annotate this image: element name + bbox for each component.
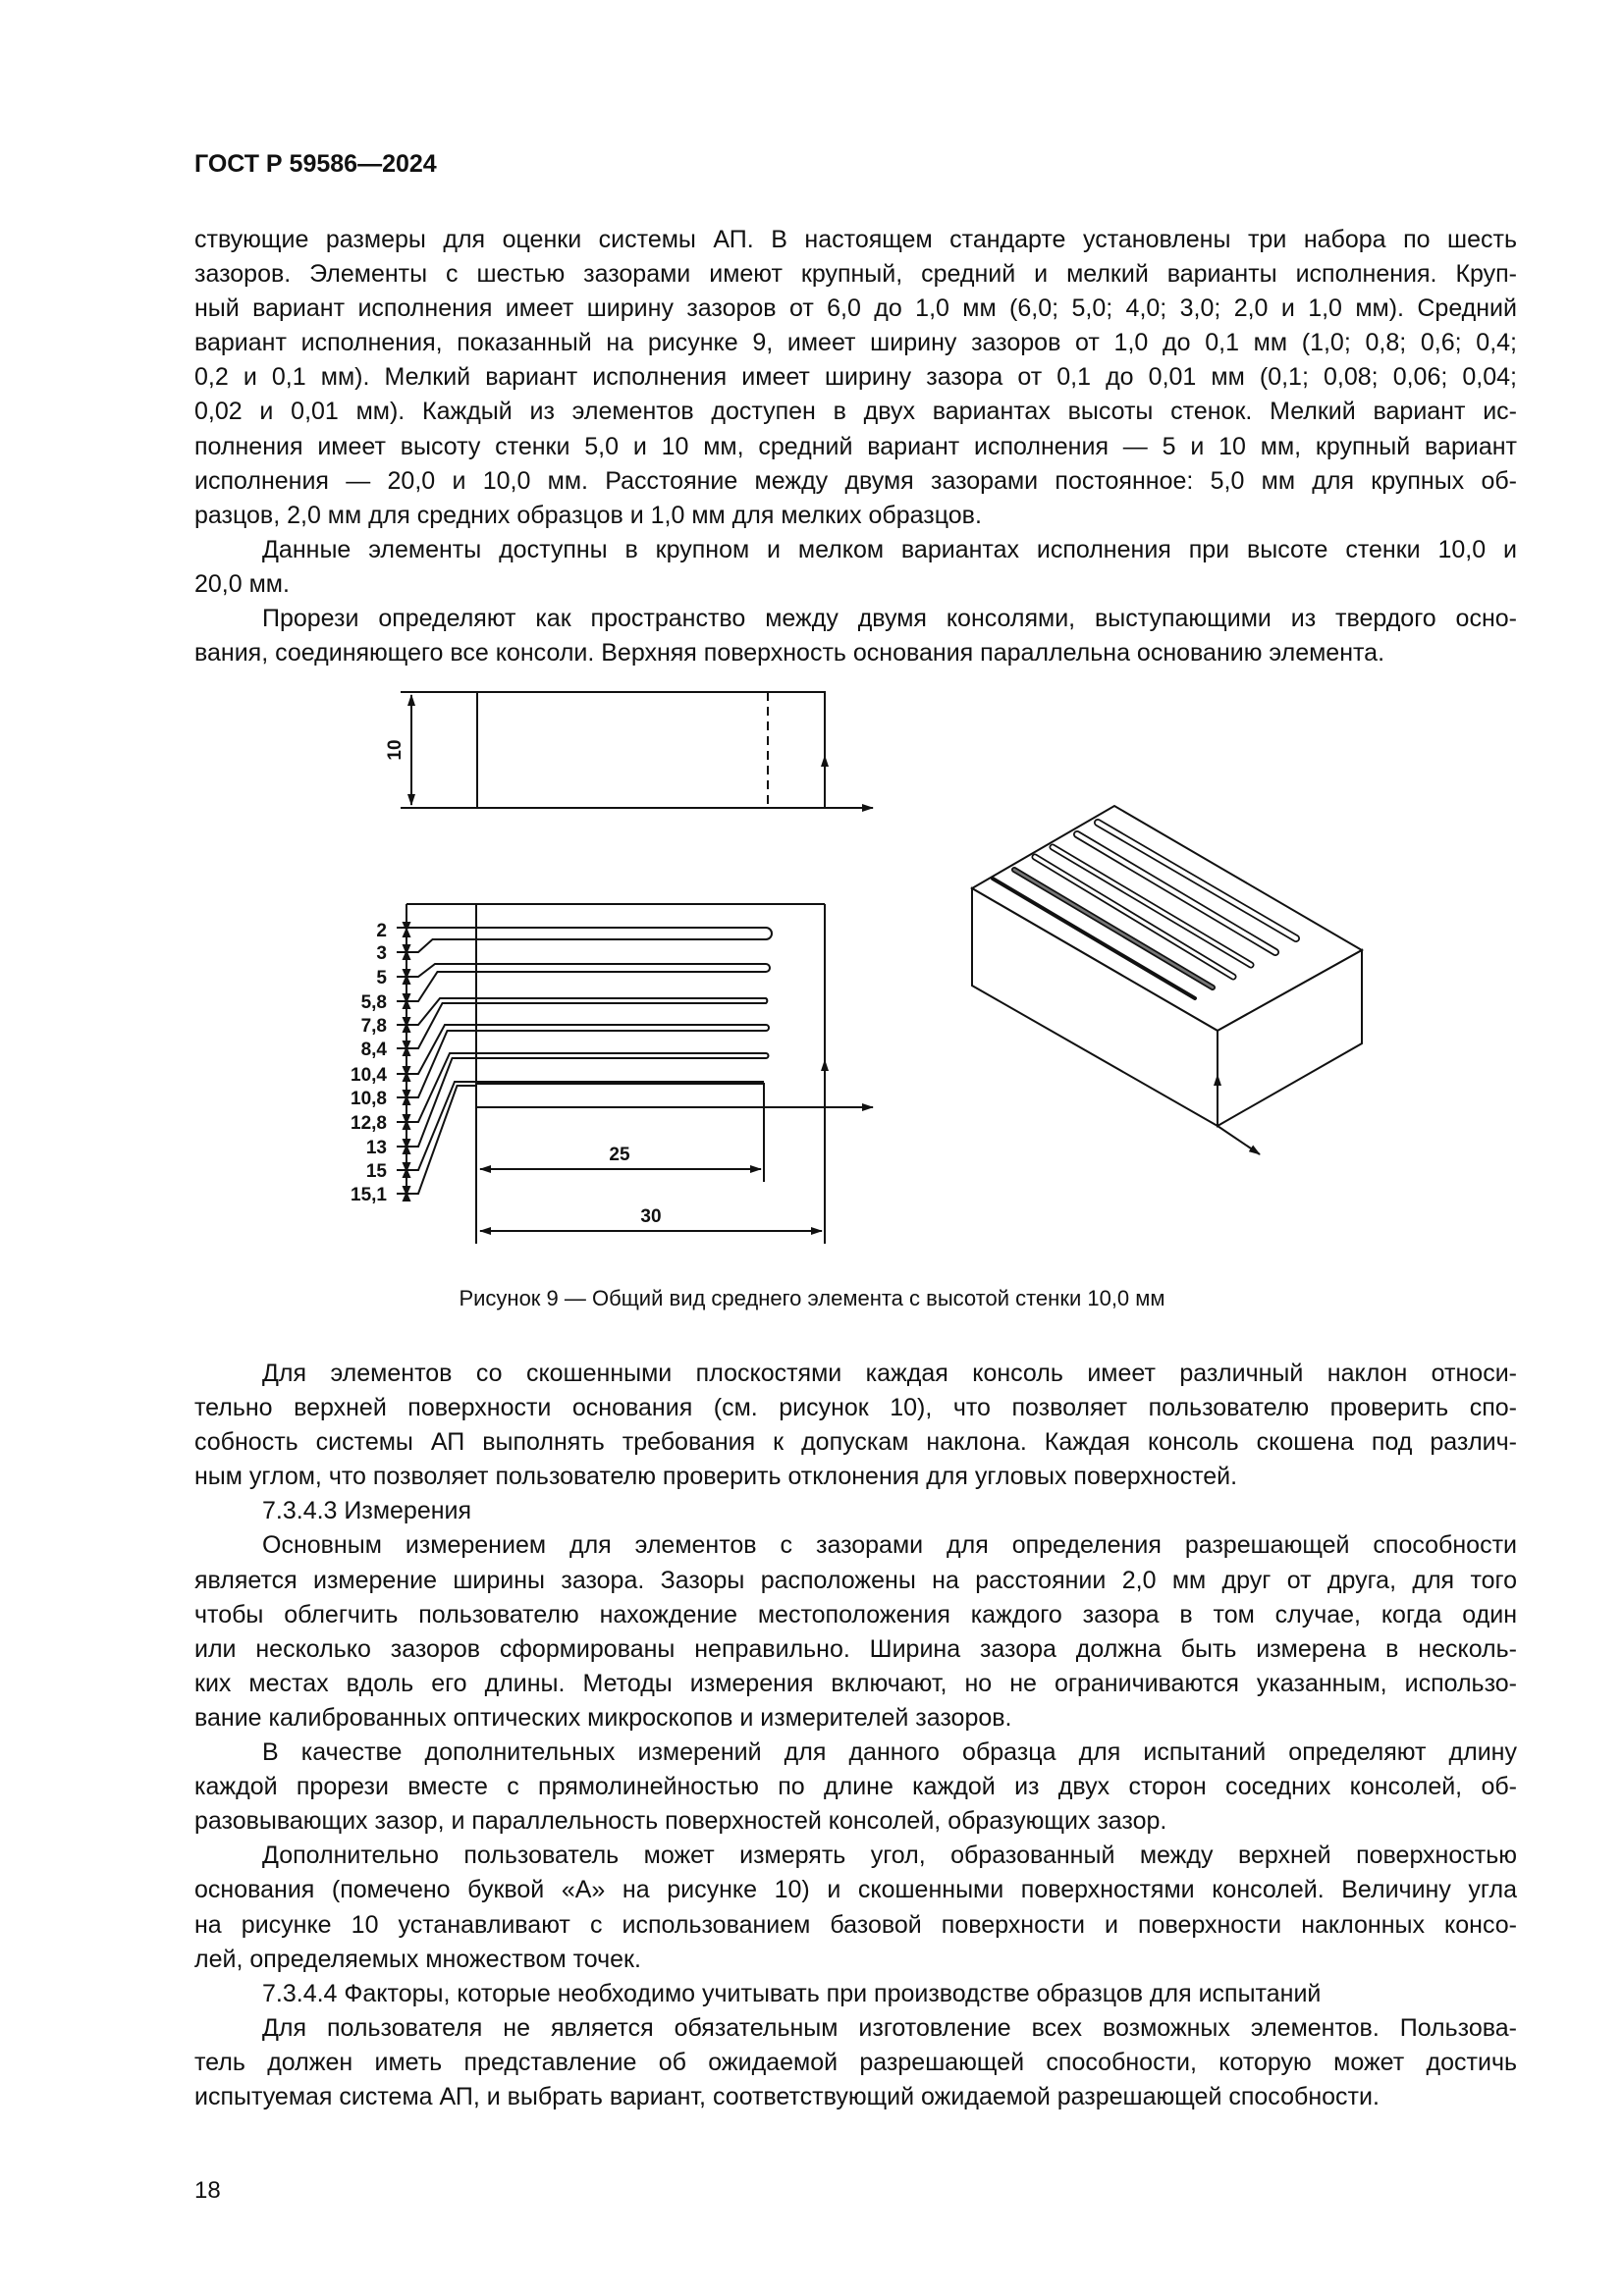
- paragraph-line: Основным измерением для элементов с зазорами для определения разрешающей способности: [262, 1531, 1517, 1560]
- paragraph-line: основания (помечено буквой «А» на рисунке 10) и скошенными поверхностями консолей. Величину угла: [194, 1876, 1517, 1904]
- gap-position-label: 3: [376, 943, 387, 964]
- text-block-bottom: [194, 1357, 1517, 2114]
- paragraph-line: испытуемая система АП, и выбрать вариант, соответствующий ожидаемой разрешающей способности.: [194, 2082, 1380, 2110]
- paragraph-line: Дополнительно пользователь может измерять угол, образованный между верхней поверхностью: [262, 1842, 1517, 1870]
- paragraph-line: чтобы облегчить пользователю нахождение местоположения каждого зазора в том случае, когда один: [194, 1600, 1517, 1629]
- document-id-header: ГОСТ Р 59586—2024: [194, 150, 437, 178]
- paragraph-line: ным углом, что позволяет пользователю проверить отклонения для угловых поверхностей.: [194, 1463, 1238, 1491]
- paragraph-line: В качестве дополнительных измерений для данного образца для испытаний определяют длину: [262, 1738, 1517, 1767]
- slot-2: [476, 964, 770, 972]
- paragraph-line: на рисунке 10 устанавливают с использованием базовой поверхности и поверхности наклонных консо-: [194, 1910, 1517, 1939]
- paragraph-line: тель должен иметь представление об ожидаемой разрешающей способности, которую может достичь: [194, 2048, 1517, 2076]
- paragraph-line: или несколько зазоров сформированы неправильно. Ширина зазора должна быть измерена в несколь-: [194, 1634, 1517, 1663]
- slot-3: [476, 998, 767, 1003]
- paragraph-line: Прорези определяют как пространство между двумя консолями, выступающими из твердого осно-: [262, 605, 1517, 633]
- paragraph-line: 7.3.4.3 Измерения: [262, 1497, 472, 1525]
- total-length-label: 30: [640, 1206, 662, 1227]
- paragraph-line: тельно верхней поверхности основания (см. рисунок 10), что позволяет пользователю проверить спо-: [194, 1394, 1517, 1422]
- paragraph-line: Данные элементы доступны в крупном и мелком вариантах исполнения при высоте стенки 10,0 и: [262, 535, 1517, 563]
- paragraph-line: ный вариант исполнения имеет ширину зазоров от 6,0 до 1,0 мм (6,0; 5,0; 4,0; 3,0; 2,0 и 1,0 мм). Средний: [194, 294, 1517, 323]
- gap-position-label: 10,8: [351, 1089, 387, 1109]
- paragraph-line: собность системы АП выполнять требования к допускам наклона. Каждая консоль скошена под различ-: [194, 1428, 1517, 1457]
- paragraph-line: Для пользователя не является обязательным изготовление всех возможных элементов. Пользова-: [262, 2013, 1517, 2042]
- slot-1: [476, 928, 772, 939]
- gap-position-label: 7,8: [360, 1016, 387, 1037]
- gap-position-label: 15: [365, 1161, 387, 1182]
- gap-position-label: 5: [376, 968, 387, 988]
- side-view-outline: [477, 692, 825, 808]
- slot-4: [476, 1025, 769, 1031]
- paragraph-line: разовывающих зазор, и параллельность поверхностей консолей, образующих зазор.: [194, 1807, 1167, 1836]
- gap-position-label: 12,8: [351, 1113, 387, 1134]
- paragraph-line: 7.3.4.4 Факторы, которые необходимо учитывать при производстве образцов для испытаний: [262, 1979, 1322, 2007]
- paragraph-line: разцов, 2,0 мм для средних образцов и 1,0 мм для мелких образцов.: [194, 501, 982, 529]
- paragraph-line: Для элементов со скошенными плоскостями каждая консоль имеет различный наклон относи-: [262, 1360, 1517, 1387]
- dimension-arrow-tick: [404, 923, 409, 936]
- gap-position-label: 13: [365, 1138, 387, 1158]
- gap-position-label: 8,4: [360, 1040, 387, 1060]
- paragraph-line: 20,0 мм.: [194, 569, 290, 598]
- paragraph-line: каждой прорези вместе с прямолинейностью по длине каждой из двух сторон соседних консолей, об-: [194, 1773, 1517, 1801]
- paragraph-line: исполнения — 20,0 и 10,0 мм. Расстояние между двумя зазорами постоянное: 5,0 мм для крупных об-: [194, 466, 1517, 495]
- paragraph-line: лей, определяемых множеством точек.: [194, 1945, 641, 1973]
- paragraph-line: 0,2 и 0,1 мм). Мелкий вариант исполнения имеет ширину зазора от 0,1 до 0,01 мм (0,1; 0,08; 0,06; 0,04;: [194, 363, 1517, 392]
- paragraph-line: вариант исполнения, показанный на рисунке 9, имеет ширину зазоров от 1,0 до 0,1 мм (1,0; 0,8; 0,6; 0,4;: [194, 329, 1517, 357]
- gap-position-label: 15,1: [351, 1185, 387, 1205]
- figure-caption: Рисунок 9 — Общий вид среднего элемента с высотой стенки 10,0 мм: [459, 1286, 1165, 1310]
- gap-leader-line: [397, 1053, 476, 1122]
- paragraph-line: ких местах вдоль его длины. Методы измерения включают, но не ограничиваются указанным, использо-: [194, 1669, 1517, 1697]
- slot-length-label: 25: [609, 1145, 630, 1165]
- paragraph-line: является измерение ширины зазора. Зазоры расположены на расстоянии 2,0 мм друг от друга, для того: [194, 1566, 1517, 1594]
- paragraph-line: зазоров. Элементы с шестью зазорами имеют крупный, средний и мелкий варианты исполнения. Круп-: [194, 260, 1517, 289]
- height-dimension-label: 10: [385, 739, 406, 761]
- slot-5: [476, 1053, 769, 1058]
- gap-position-label: 2: [376, 921, 387, 941]
- paragraph-line: полнения имеет высоту стенки 5,0 и 10 мм, средний вариант исполнения — 5 и 10 мм, крупный вариант: [194, 432, 1517, 460]
- page-number: 18: [194, 2177, 221, 2204]
- paragraph-line: вание калиброванных оптических микроскопов и измерителей зазоров.: [194, 1703, 1012, 1732]
- gap-position-label: 10,4: [351, 1065, 387, 1086]
- gap-position-label: 5,8: [360, 992, 387, 1013]
- paragraph-line: вания, соединяющего все консоли. Верхняя поверхность основания параллельна основанию элемента.: [194, 639, 1385, 667]
- paragraph-line: 0,02 и 0,01 мм). Каждый из элементов доступен в двух вариантах высоты стенок. Мелкий вариант ис-: [194, 398, 1517, 426]
- paragraph-line: ствующие размеры для оценки системы АП. В настоящем стандарте установлены три набора по шесть: [194, 226, 1517, 253]
